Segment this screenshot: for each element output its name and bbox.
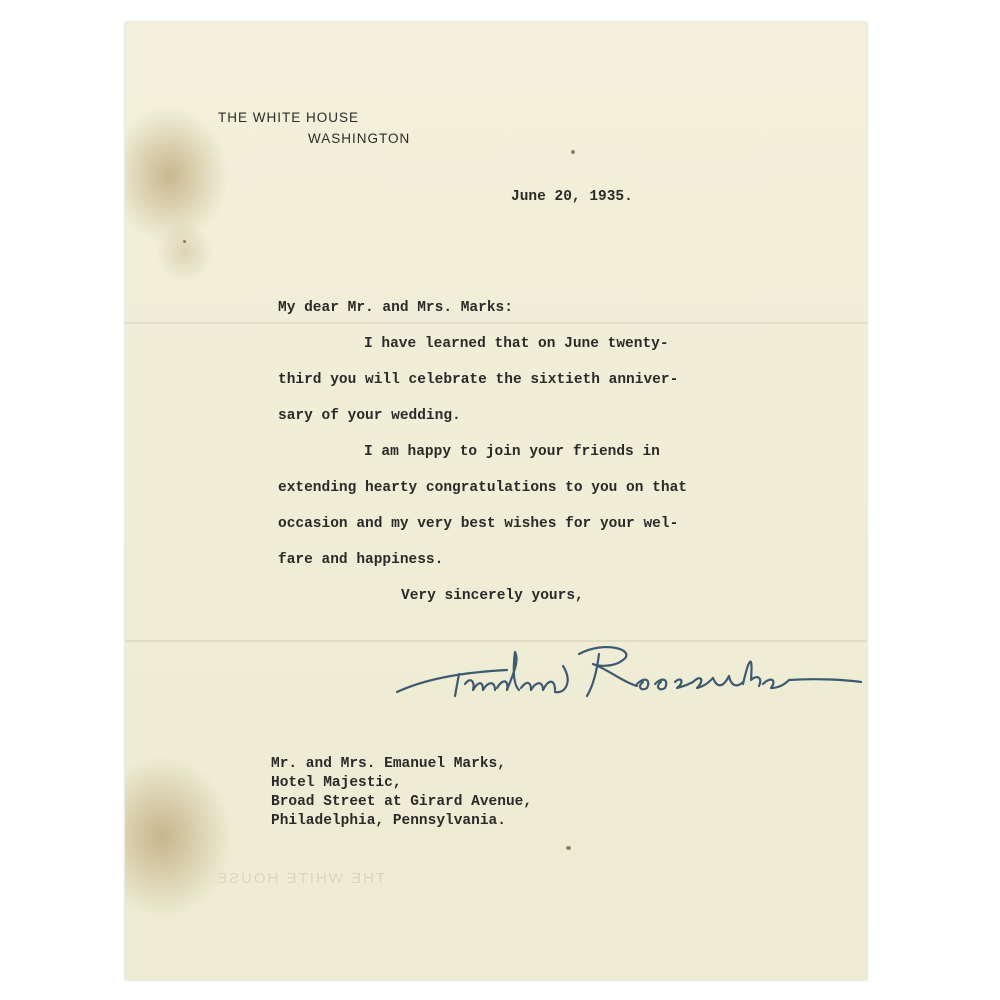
letter-date: June 20, 1935. xyxy=(511,189,633,205)
stain-spot xyxy=(183,240,186,243)
letter-page xyxy=(125,22,867,980)
body-line: extending hearty congratulations to you on that xyxy=(278,480,687,496)
body-line: third you will celebrate the sixtieth anniver- xyxy=(278,372,679,388)
address-line: Hotel Majestic, xyxy=(271,775,402,791)
closing: Very sincerely yours, xyxy=(401,588,584,604)
letterhead-title: THE WHITE HOUSE xyxy=(218,110,360,125)
body-line: occasion and my very best wishes for your wel- xyxy=(278,516,679,532)
signature-image xyxy=(387,630,867,710)
letterhead-city: WASHINGTON xyxy=(308,131,411,146)
salutation: My dear Mr. and Mrs. Marks: xyxy=(278,300,513,316)
stain-spot xyxy=(566,846,571,850)
body-line: I am happy to join your friends in xyxy=(364,444,660,460)
address-line: Philadelphia, Pennsylvania. xyxy=(271,813,506,829)
address-line: Mr. and Mrs. Emanuel Marks, xyxy=(271,756,506,772)
stain-spot xyxy=(571,150,575,154)
fold-line xyxy=(125,322,867,324)
body-line: I have learned that on June twenty- xyxy=(364,336,669,352)
body-line: sary of your wedding. xyxy=(278,408,461,424)
letterhead-offset-ghost: THE WHITE HOUSE xyxy=(215,870,386,887)
body-line: fare and happiness. xyxy=(278,552,444,568)
address-line: Broad Street at Girard Avenue, xyxy=(271,794,533,810)
